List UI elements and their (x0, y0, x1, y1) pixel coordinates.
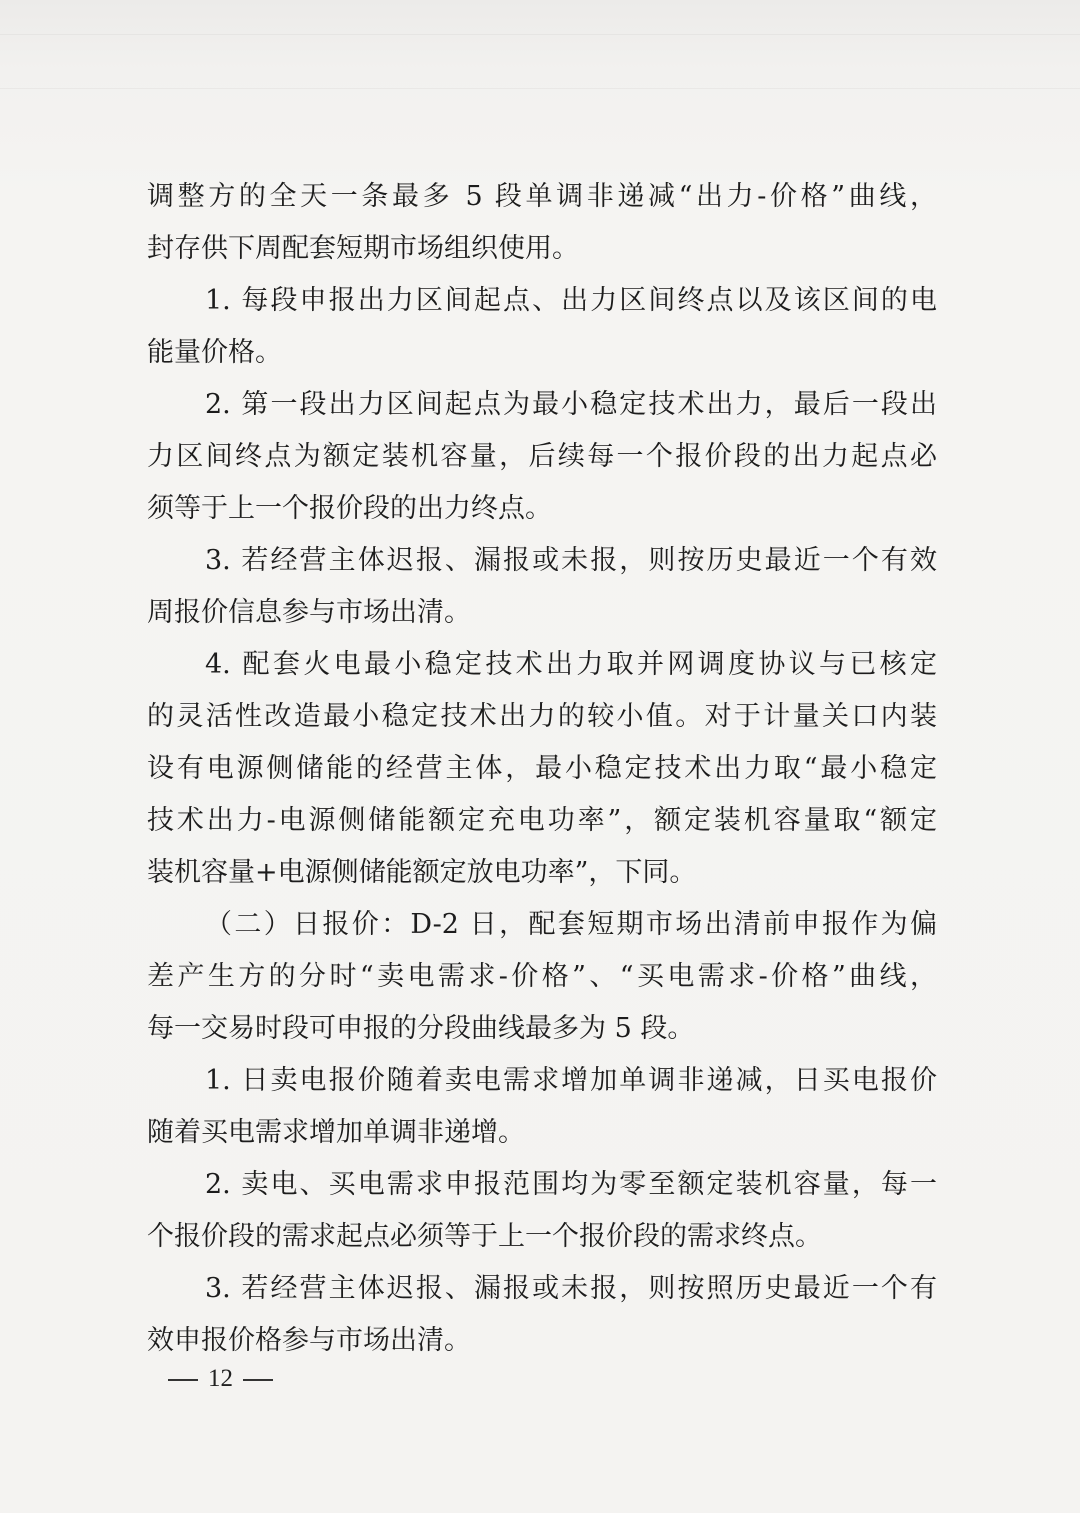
text-line: 技术出力-电源侧储能额定充电功率”，额定装机容量取“额定 (147, 805, 937, 836)
scan-artifact-line (0, 88, 1080, 89)
text-line: （二）日报价：D-2 日，配套短期市场出清前申报作为偏 (205, 909, 937, 940)
body-text (147, 171, 937, 1367)
text-line: 2. 卖电、买电需求申报范围均为零至额定装机容量，每一 (205, 1169, 937, 1200)
text-line: 设有电源侧储能的经营主体，最小稳定技术出力取“最小稳定 (147, 753, 937, 784)
text-line: 封存供下周配套短期市场组织使用。 (147, 233, 579, 264)
text-line: 效申报价格参与市场出清。 (147, 1325, 471, 1356)
text-line: 3. 若经营主体迟报、漏报或未报，则按照历史最近一个有 (205, 1273, 937, 1304)
text-line: 个报价段的需求起点必须等于上一个报价段的需求终点。 (147, 1221, 822, 1252)
text-line: 调整方的全天一条最多 5 段单调非递减“出力-价格”曲线， (147, 181, 937, 212)
text-line: 周报价信息参与市场出清。 (147, 597, 471, 628)
text-line: 2. 第一段出力区间起点为最小稳定技术出力，最后一段出 (205, 389, 937, 420)
dash-right (243, 1379, 273, 1381)
text-line: 须等于上一个报价段的出力终点。 (147, 493, 552, 524)
text-line: 每一交易时段可申报的分段曲线最多为 5 段。 (147, 1013, 695, 1044)
text-line: 1. 日卖电报价随着卖电需求增加单调非递减，日买电报价 (205, 1065, 937, 1096)
text-line: 力区间终点为额定装机容量，后续每一个报价段的出力起点必 (147, 441, 937, 472)
text-line: 4. 配套火电最小稳定技术出力取并网调度协议与已核定 (205, 649, 937, 680)
dash-left (168, 1379, 198, 1381)
text-line: 差产生方的分时“卖电需求-价格”、“买电需求-价格”曲线， (147, 961, 937, 992)
text-line: 1. 每段申报出力区间起点、出力区间终点以及该区间的电 (205, 285, 937, 316)
page-footer (168, 1358, 273, 1398)
text-line: 3. 若经营主体迟报、漏报或未报，则按历史最近一个有效 (205, 545, 937, 576)
scan-artifact-line (0, 34, 1080, 35)
text-line: 装机容量+电源侧储能额定放电功率”，下同。 (147, 857, 697, 888)
text-line: 能量价格。 (147, 337, 282, 368)
text-line: 的灵活性改造最小稳定技术出力的较小值。对于计量关口内装 (147, 701, 937, 732)
page-number: 12 (208, 1365, 233, 1392)
text-line: 随着买电需求增加单调非递增。 (147, 1117, 525, 1148)
